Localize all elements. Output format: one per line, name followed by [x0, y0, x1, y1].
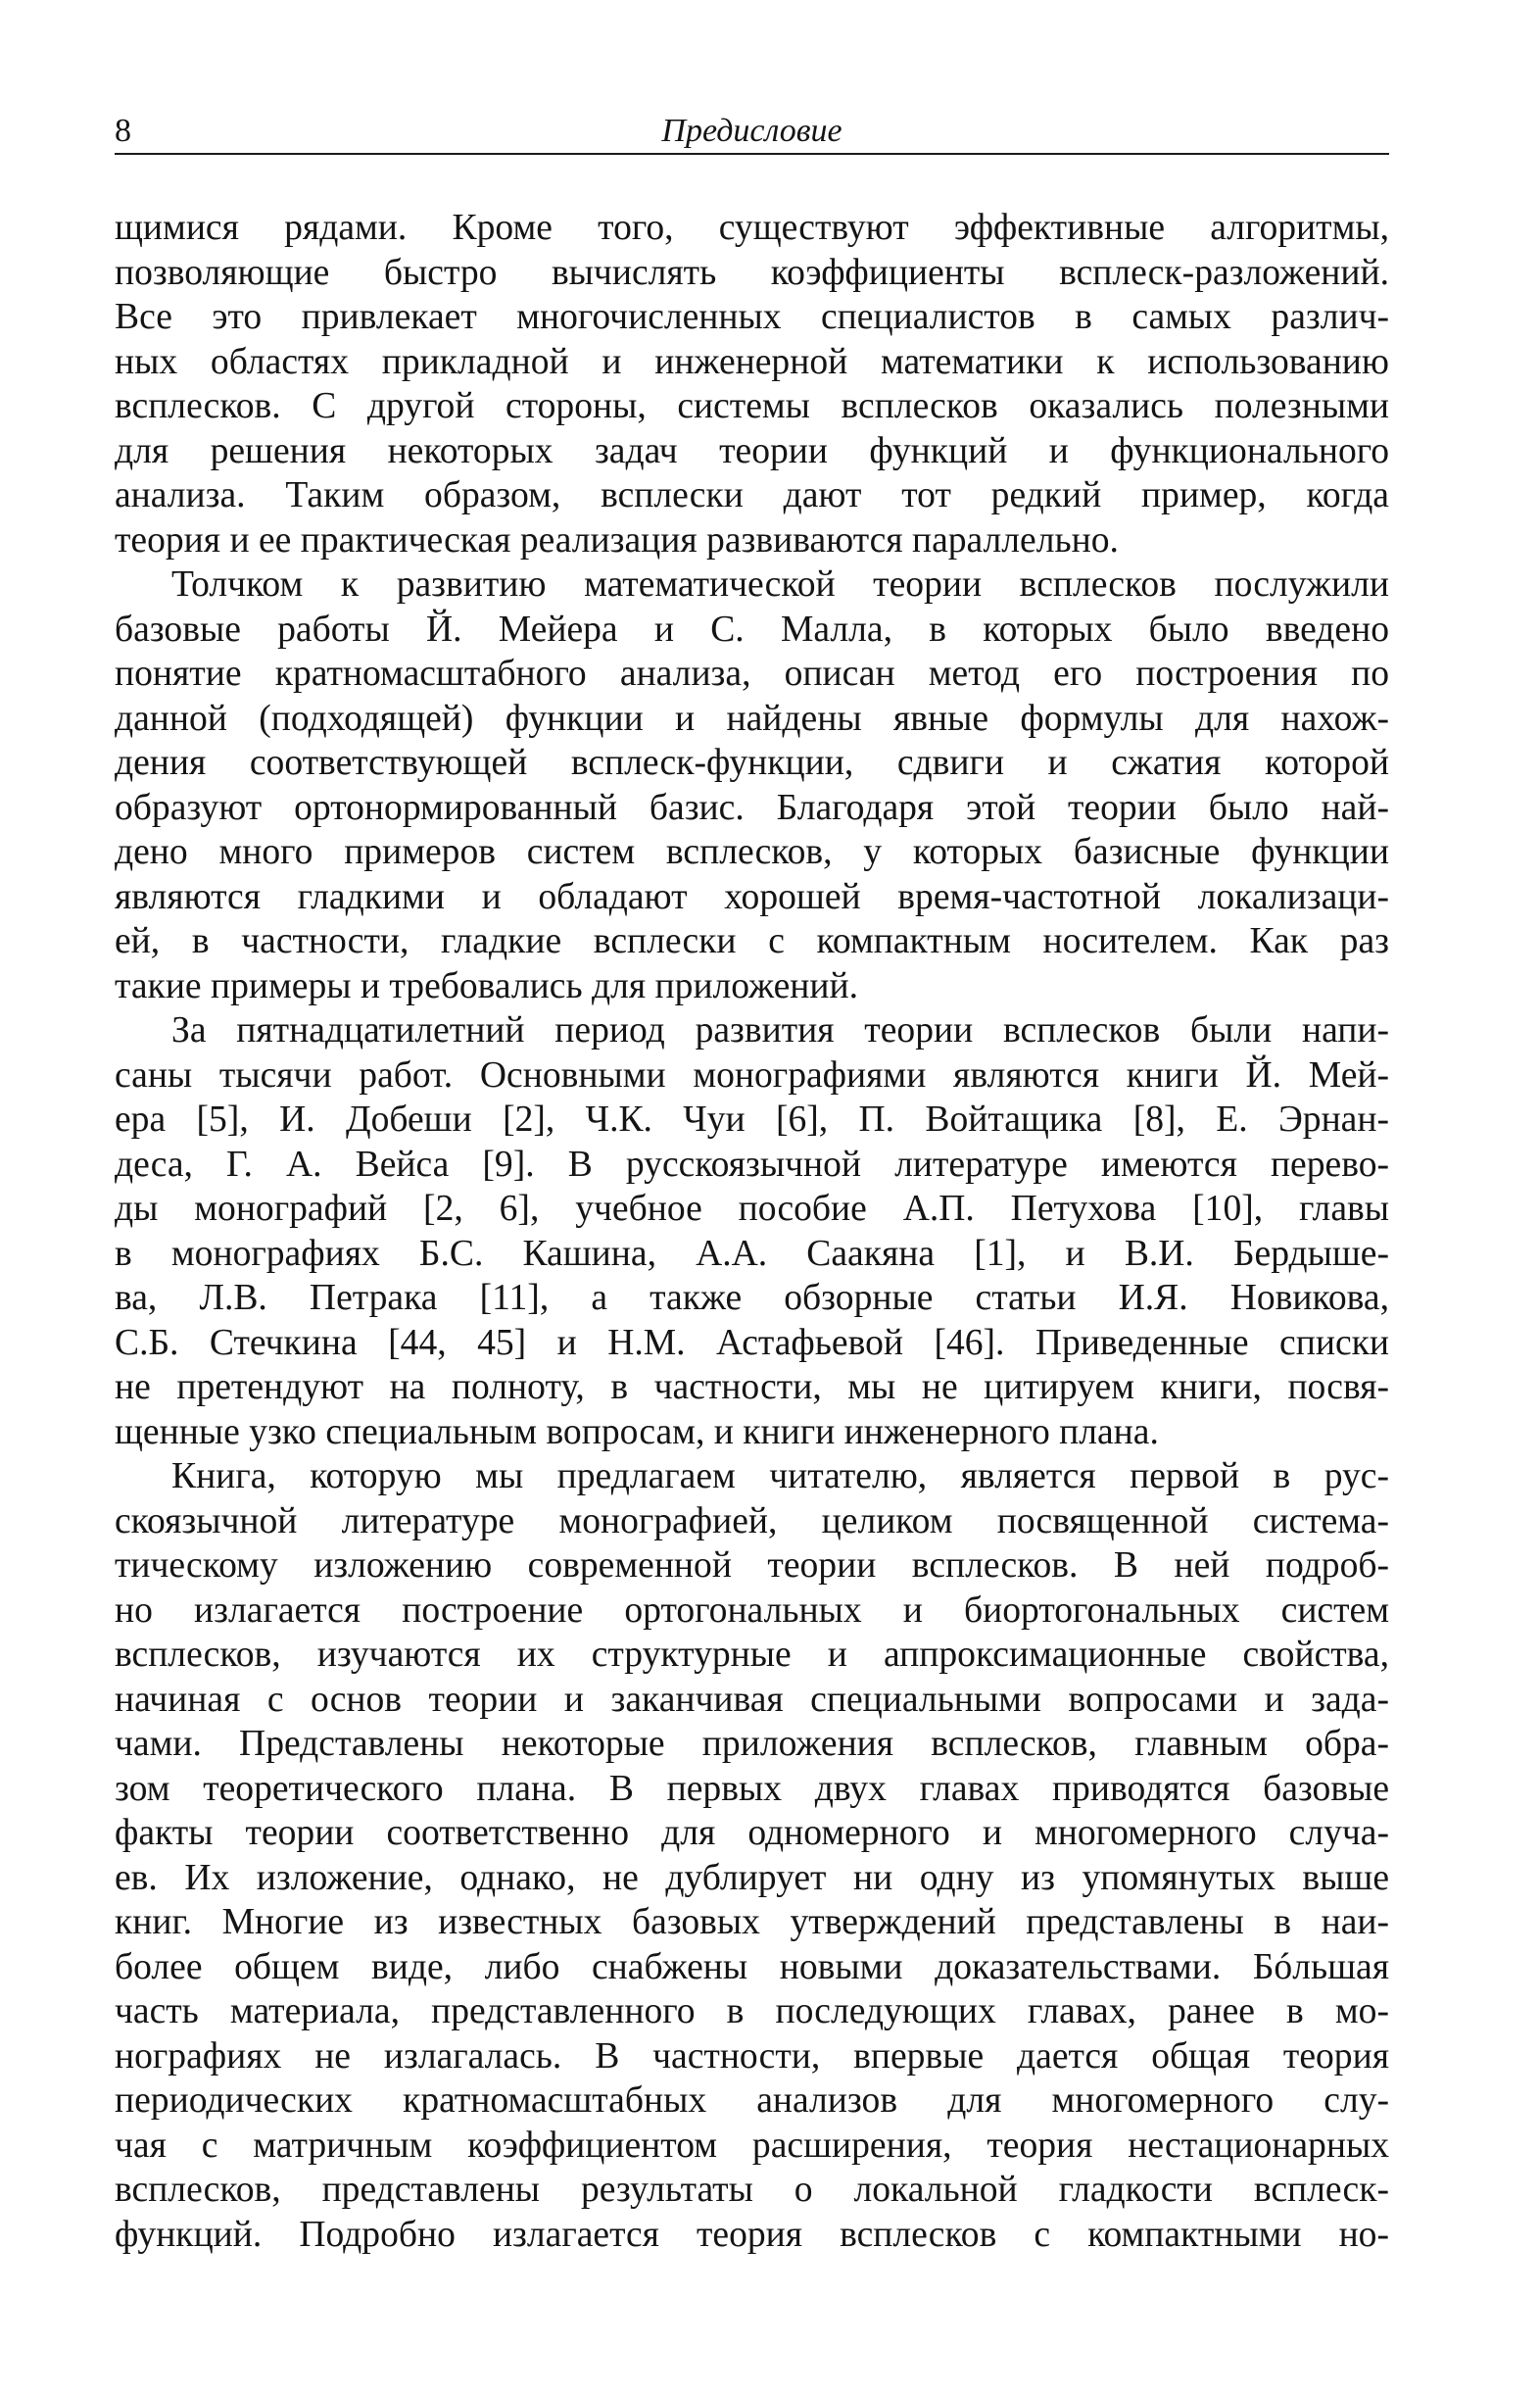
text-line: всплесков. С другой стороны, системы всплесков оказались полезными: [115, 386, 1389, 426]
text-line: щимися рядами. Кроме того, существуют эффективные алгоритмы,: [115, 208, 1389, 248]
text-line: скоязычной литературе монографией, целиком посвященной система-: [115, 1500, 1389, 1541]
text-line: периодических кратномасштабных анализов для многомерного слу-: [115, 2080, 1389, 2121]
text-line: анализа. Таким образом, всплески дают тот редкий пример, когда: [115, 475, 1389, 515]
text-line: в монографиях Б.С. Кашина, А.А. Саакяна [1], и В.И. Бердыше-: [115, 1233, 1389, 1274]
running-title: Предисловие: [661, 113, 842, 149]
text-line: тическому изложению современной теории всплесков. В ней подроб-: [115, 1545, 1389, 1586]
text-line: ев. Их изложение, однако, не дублирует ни одну из упомянутых выше: [115, 1857, 1389, 1898]
page-number: 8: [115, 113, 131, 149]
text-line: чами. Представлены некоторые приложения всплесков, главным обра-: [115, 1724, 1389, 1764]
text-line: ды монографий [2, 6], учебное пособие А.П. Петухова [10], главы: [115, 1189, 1389, 1229]
text-line: всплесков, представлены результаты о локальной гладкости всплеск-: [115, 2170, 1389, 2210]
text-line: нографиях не излагалась. В частности, впервые дается общая теория: [115, 2035, 1389, 2077]
text-line: ера [5], И. Добеши [2], Ч.К. Чуи [6], П. Войтащика [8], Е. Эрнан-: [115, 1100, 1389, 1140]
text-line: функций. Подробно излагается теория всплесков с компактными но-: [115, 2214, 1389, 2255]
text-line: ва, Л.В. Петрака [11], а также обзорные статьи И.Я. Новикова,: [115, 1278, 1389, 1318]
running-head: [115, 110, 1389, 155]
text-line: книг. Многие из известных базовых утверждений представлены в наи-: [115, 1902, 1389, 1942]
text-line: такие примеры и требовались для приложений.: [115, 965, 859, 1006]
body-text: [115, 206, 1389, 2257]
text-line: не претендуют на полноту, в частности, мы не цитируем книги, посвя-: [115, 1367, 1389, 1407]
text-line: являются гладкими и обладают хорошей время-частотной локализаци-: [115, 876, 1389, 917]
text-line: дения соответствующей всплеск-функции, сдвиги и сжатия которой: [115, 743, 1389, 783]
text-line: более общем виде, либо снабжены новыми доказательствами. Бóльшая: [115, 1946, 1389, 1987]
text-line: понятие кратномасштабного анализа, описан метод его построения по: [115, 654, 1389, 694]
text-line: За пятнадцатилетний период развития теории всплесков были напи-: [171, 1010, 1389, 1051]
text-line: Книга, которую мы предлагаем читателю, является первой в рус-: [171, 1456, 1389, 1496]
text-line: саны тысячи работ. Основными монографиями являются книги Й. Мей-: [115, 1054, 1389, 1096]
text-line: щенные узко специальным вопросам, и книги инженерного плана.: [115, 1411, 1159, 1452]
text-line: Все это привлекает многочисленных специалистов в самых различ-: [115, 297, 1389, 337]
text-line: но излагается построение ортогональных и биортогональных систем: [115, 1589, 1389, 1631]
text-line: для решения некоторых задач теории функций и функционального: [115, 430, 1389, 471]
text-line: дено много примеров систем всплесков, у которых базисные функции: [115, 832, 1389, 872]
text-line: факты теории соответственно для одномерного и многомерного случа-: [115, 1813, 1389, 1853]
text-line: чая с матричным коэффициентом расширения, теория нестационарных: [115, 2125, 1389, 2166]
text-line: Толчком к развитию математической теории всплесков послужили: [171, 564, 1389, 605]
text-line: позволяющие быстро вычислять коэффициенты всплеск-разложений.: [115, 252, 1389, 293]
text-line: ей, в частности, гладкие всплески с компактным носителем. Как раз: [115, 921, 1389, 961]
text-line: С.Б. Стечкина [44, 45] и Н.М. Астафьевой [46]. Приведенные списки: [115, 1322, 1389, 1363]
text-line: деса, Г. А. Вейса [9]. В русскоязычной литературе имеются перево-: [115, 1144, 1389, 1185]
text-line: образуют ортонормированный базис. Благодаря этой теории было най-: [115, 787, 1389, 828]
text-line: теория и ее практическая реализация развиваются параллельно.: [115, 519, 1119, 561]
text-line: начиная с основ теории и заканчивая специальными вопросами и зада-: [115, 1679, 1389, 1720]
text-line: зом теоретического плана. В первых двух главах приводятся базовые: [115, 1768, 1389, 1809]
text-line: часть материала, представленного в последующих главах, ранее в мо-: [115, 1991, 1389, 2031]
text-line: всплесков, изучаются их структурные и аппроксимационные свойства,: [115, 1635, 1389, 1675]
text-line: ных областях прикладной и инженерной математики к использованию: [115, 341, 1389, 382]
text-line: базовые работы Й. Мейера и С. Малла, в которых было введено: [115, 609, 1389, 650]
text-line: данной (подходящей) функции и найдены явные формулы для нахож-: [115, 698, 1389, 739]
